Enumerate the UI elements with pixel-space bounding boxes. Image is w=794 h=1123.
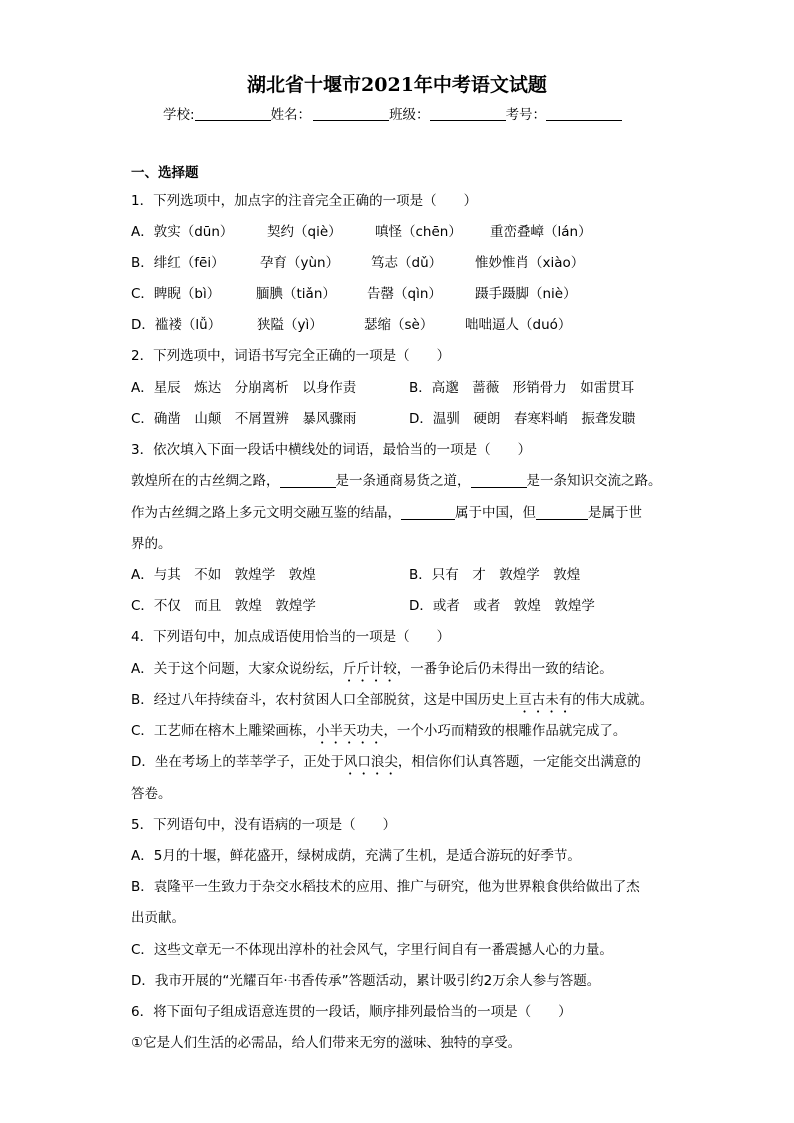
q1-option-d-1: D．褴褛（lǚ）	[131, 317, 222, 333]
class-label: 班级：	[389, 107, 430, 123]
q1-option-c-4: 蹑手蹑脚（niè）	[475, 286, 577, 302]
q3-option-d: D．或者 或者 敦煌 敦煌学	[409, 598, 595, 614]
q3-passage-line-1	[131, 472, 662, 490]
q4-text: D．坐在考场上的莘莘学子，正处于	[131, 754, 344, 770]
dotted-idiom: 斤斤计较	[342, 661, 397, 677]
q1-option-d-2: 狭隘（yì）	[257, 317, 323, 333]
q2-option-c: C．确凿 山颠 不屑置辨 暴风骤雨	[131, 411, 357, 427]
name-label: 姓名：	[270, 107, 312, 123]
q1-option-c-1: C．睥睨（bì）	[131, 286, 221, 302]
q4-option-c	[131, 722, 626, 747]
q4-text: A．关于这个问题，大家众说纷纭，	[131, 661, 343, 677]
q1-option-b-4: 惟妙惟肖（xiào）	[475, 255, 585, 271]
q4-option-d	[131, 753, 641, 778]
q2-option-a: A．星辰 炼达 分崩离析 以身作责	[131, 380, 357, 396]
student-info-line	[163, 103, 622, 123]
q4-option-d-continued: 答卷。	[131, 786, 172, 802]
q1-option-b-1: B．绯红（fēi）	[131, 255, 225, 271]
dotted-idiom: 风口浪尖	[343, 754, 398, 770]
q1-option-d-3: 瑟缩（sè）	[364, 317, 434, 333]
q4-option-a	[131, 660, 613, 685]
q6-sentence-1: ①它是人们生活的必需品，给人们带来无穷的滋味、独特的享受。	[131, 1035, 522, 1051]
q4-text: B．经过八年持续奋斗，农村贫困人口全部脱贫，这是中国历史上	[131, 692, 519, 708]
q2-option-d: D．温驯 硬朗 春寒料峭 振聋发聩	[409, 411, 636, 427]
fill-blank	[401, 505, 455, 520]
q3-text: 作为古丝绸之路上多元文明交融互鉴的结晶，	[131, 505, 401, 521]
q5-option-b-continued: 出贡献。	[131, 910, 185, 926]
fill-blank	[280, 473, 336, 488]
school-blank	[195, 107, 271, 121]
q4-text: 的伟大成就。	[572, 692, 654, 708]
question-4-stem: 4．下列语句中，加点成语使用恰当的一项是（ ）	[131, 629, 451, 645]
q3-option-a: A．与其 不如 敦煌学 敦煌	[131, 567, 316, 583]
exam-no-blank	[546, 107, 622, 121]
q4-text: ，一番争论后仍未得出一致的结论。	[396, 661, 613, 677]
q1-option-b-3: 笃志（dǔ）	[371, 255, 443, 271]
q3-text: 是一条知识交流之路。	[526, 473, 662, 489]
exam-no-label: 考号：	[505, 107, 547, 123]
q2-option-b: B．高邈 蔷薇 形销骨力 如雷贯耳	[409, 380, 635, 396]
fill-blank	[471, 473, 527, 488]
section-heading: 一、选择题	[131, 165, 199, 181]
q1-option-a-3: 嗔怪（chēn）	[375, 224, 462, 240]
q1-option-a-4: 重峦叠嶂（lán）	[490, 224, 592, 240]
question-6-stem: 6．将下面句子组成语意连贯的一段话，顺序排列最恰当的一项是（ ）	[131, 1004, 572, 1020]
class-blank	[430, 107, 506, 121]
q4-text: C．工艺师在榕木上雕梁画栋，	[131, 723, 316, 739]
q5-option-b: B．袁隆平一生致力于杂交水稻技术的应用、推广与研究，他为世界粮食供给做出了杰	[131, 879, 640, 895]
q3-text: 敦煌所在的古丝绸之路，	[131, 473, 280, 489]
q3-option-b: B．只有 才 敦煌学 敦煌	[409, 567, 581, 583]
q3-text: 是属于世	[588, 505, 642, 521]
name-blank	[313, 107, 389, 121]
q3-text: 是一条通商易货之道，	[335, 473, 471, 489]
page-title: 湖北省十堰市2021年中考语文试题	[247, 74, 547, 96]
q5-option-d: D．我市开展的“光耀百年·书香传承”答题活动，累计吸引约2万余人参与答题。	[131, 973, 601, 989]
question-5-stem: 5．下列语句中，没有语病的一项是（ ）	[131, 817, 397, 833]
q1-option-a-2: 契约（qiè）	[267, 224, 342, 240]
q3-option-c: C．不仅 而且 敦煌 敦煌学	[131, 598, 316, 614]
q5-option-c: C．这些文章无一不体现出淳朴的社会风气，字里行间自有一番震撼人心的力量。	[131, 942, 613, 958]
q1-option-d-4: 咄咄逼人（duó）	[465, 317, 572, 333]
school-label: 学校:	[163, 107, 195, 123]
q3-text: 属于中国，但	[455, 505, 536, 521]
q3-passage-line-3: 界的。	[131, 536, 172, 552]
q4-text: ，一个小巧而精致的根雕作品就完成了。	[383, 723, 627, 739]
question-3-stem: 3．依次填入下面一段话中横线处的词语，最恰当的一项是（ ）	[131, 442, 532, 458]
question-2-stem: 2．下列选项中，词语书写完全正确的一项是（ ）	[131, 348, 451, 364]
q1-option-c-3: 告罄（qìn）	[367, 286, 442, 302]
q1-option-b-2: 孕育（yùn）	[260, 255, 340, 271]
dotted-idiom: 小半天功夫	[315, 723, 384, 739]
q1-option-c-2: 腼腆（tiǎn）	[256, 286, 336, 302]
q4-option-b	[131, 691, 653, 716]
q4-text: ，相信你们认真答题，一定能交出满意的	[397, 754, 641, 770]
fill-blank	[536, 505, 588, 520]
question-1-stem: 1．下列选项中，加点字的注音完全正确的一项是（ ）	[131, 193, 478, 209]
q5-option-a: A．5月的十堰，鲜花盛开，绿树成荫，充满了生机，是适合游玩的好季节。	[131, 848, 581, 864]
q1-option-a-1: A．敦实（dūn）	[131, 224, 234, 240]
q3-passage-line-2	[131, 504, 642, 522]
dotted-idiom: 亘古未有	[518, 692, 573, 708]
